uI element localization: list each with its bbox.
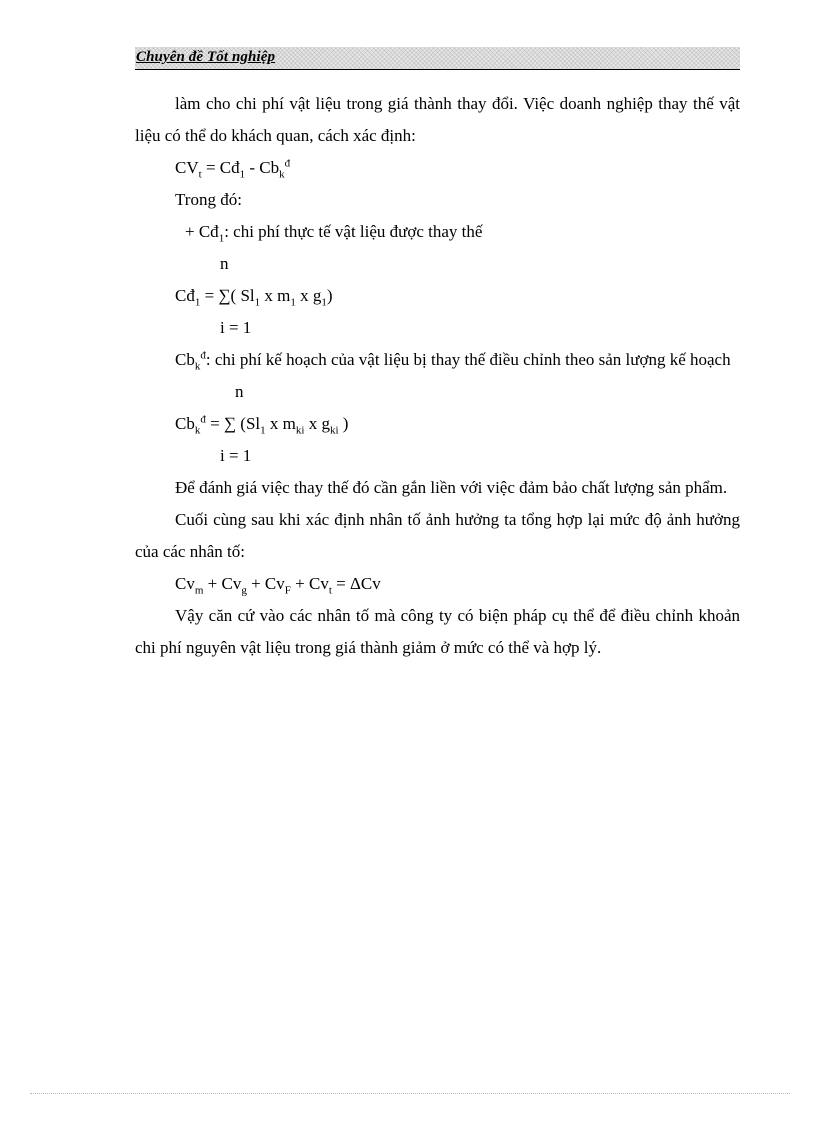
sum-lower-limit-2: i = 1 <box>220 446 252 465</box>
sum-upper-limit: n <box>220 254 229 273</box>
equation-cd1: $Cđ_1$ = ∑( $Sl_1$ x $m_1$ x $g_1$) <box>175 286 333 309</box>
equation-cbk: $Cb_k^đ$ = ∑ ($Sl_1$ x $m_{ki}$ x $g_{ki}$ ) <box>175 413 349 437</box>
equation-total: $Cv_m + Cv_g + Cv_F + Cv_t = \Delta Cv$ <box>175 574 381 597</box>
page-header <box>135 47 740 70</box>
definition-cbk: $Cb_k^đ$: chi phí kế hoạch của vật liệu bị thay thế điều chỉnh theo sản lượng kế hoạch <box>175 349 731 373</box>
footer-divider <box>30 1093 790 1094</box>
sum-upper-limit-2: n <box>235 382 244 401</box>
document-body <box>135 88 740 664</box>
paragraph-3: Cuối cùng sau khi xác định nhân tố ảnh hưởng ta tổng hợp lại mức độ ảnh hưởng của các nhân tố: <box>135 510 740 561</box>
definition-cd1: + $Cđ_1$: chi phí thực tế vật liệu được thay thế <box>185 222 483 245</box>
header-title: Chuyên đề Tốt nghiệp <box>136 49 276 65</box>
paragraph-4: Vậy căn cứ vào các nhân tố mà công ty có biện pháp cụ thể để điều chỉnh khoản chi phí nguyên vật liệu trong giá thành giảm ở mức có thể và hợp lý. <box>135 606 740 657</box>
equation-cvt: $CV_t$ = $Cđ_1 - Cb_k^đ$ <box>175 157 291 181</box>
sum-lower-limit: i = 1 <box>220 318 252 337</box>
paragraph-2: Để đánh giá việc thay thế đó cần gắn liền với việc đảm bảo chất lượng sản phẩm. <box>175 478 728 497</box>
paragraph-1: làm cho chi phí vật liệu trong giá thành thay đổi. Việc doanh nghiệp thay thế vật liệu có thể do khách quan, cách xác định: <box>135 94 740 145</box>
trong-do-label: Trong đó: <box>175 190 242 209</box>
